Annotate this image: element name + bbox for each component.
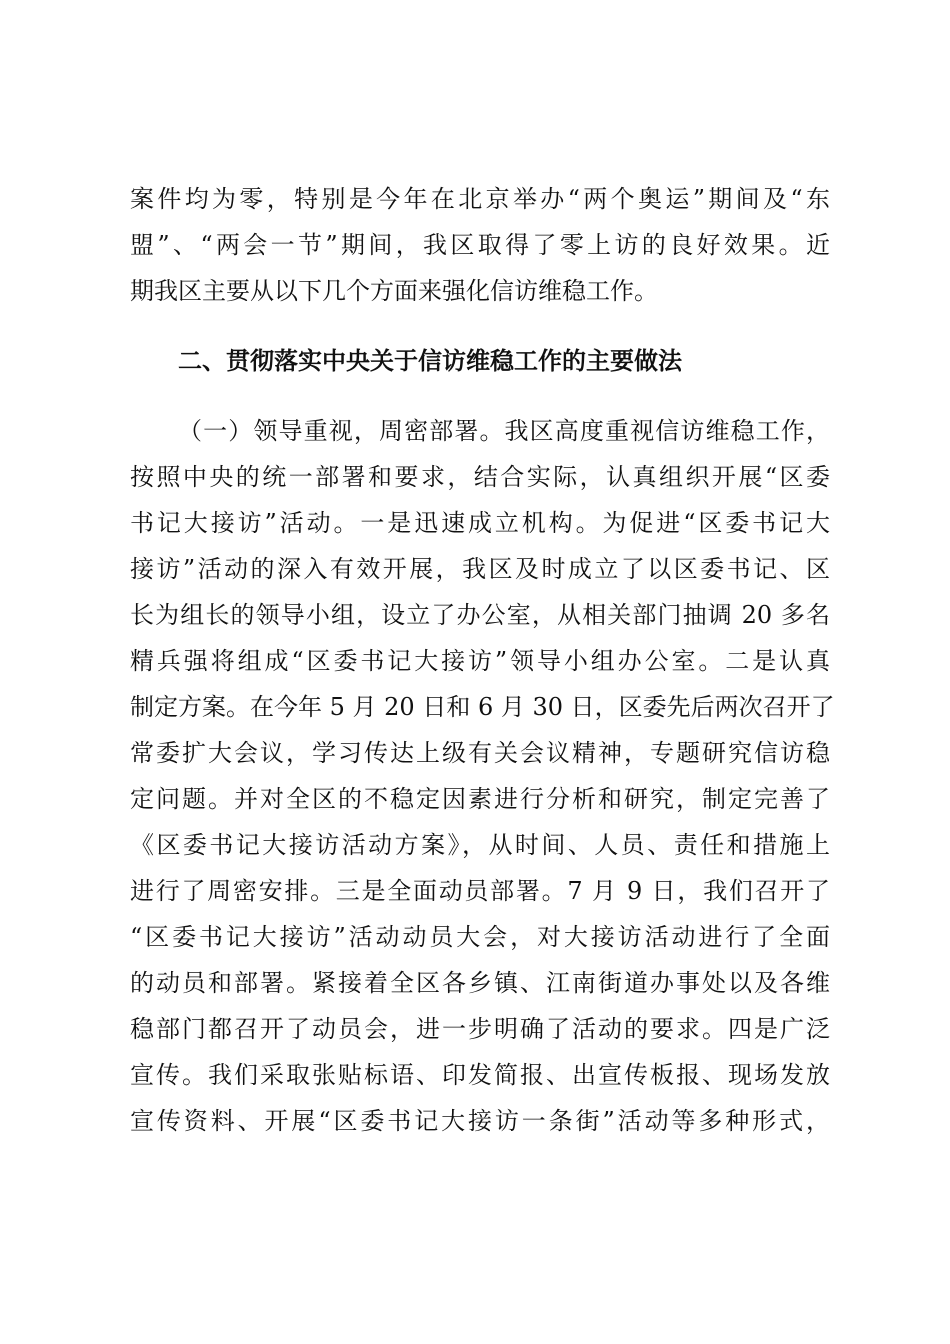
body-line-7: 制定方案。在今年 5 月 20 日和 6 月 30 日，区委先后两次召开了	[130, 693, 835, 721]
body-line-4: 接访”活动的深入有效开展，我区及时成立了以区委书记、区	[130, 555, 830, 583]
intro-line-2: 盟”、“两会一节”期间，我区取得了零上访的良好效果。近	[130, 231, 830, 259]
body-line-12: “区委书记大接访”活动动员大会，对大接访活动进行了全面	[130, 923, 830, 951]
body-line-1: （一）领导重视，周密部署。我区高度重视信访维稳工作，	[178, 417, 830, 445]
intro-line-1: 案件均为零，特别是今年在北京举办“两个奥运”期间及“东	[130, 185, 830, 213]
body-line-10: 《区委书记大接访活动方案》，从时间、人员、责任和措施上	[130, 831, 830, 859]
body-line-5: 长为组长的领导小组，设立了办公室，从相关部门抽调 20 多名	[130, 601, 830, 629]
body-line-9: 定问题。并对全区的不稳定因素进行分析和研究，制定完善了	[130, 785, 830, 813]
body-line-13: 的动员和部署。紧接着全区各乡镇、江南街道办事处以及各维	[130, 969, 830, 997]
body-line-2: 按照中央的统一部署和要求，结合实际，认真组织开展“区委	[130, 463, 830, 491]
body-line-14: 稳部门都召开了动员会，进一步明确了活动的要求。四是广泛	[130, 1015, 830, 1043]
body-line-3: 书记大接访”活动。一是迅速成立机构。为促进“区委书记大	[130, 509, 830, 537]
body-line-6: 精兵强将组成“区委书记大接访”领导小组办公室。二是认真	[130, 647, 830, 675]
intro-line-3: 期我区主要从以下几个方面来强化信访维稳工作。	[130, 277, 658, 305]
section-heading: 二、贯彻落实中央关于信访维稳工作的主要做法	[178, 347, 682, 375]
body-line-15: 宣传。我们采取张贴标语、印发简报、出宣传板报、现场发放	[130, 1061, 830, 1089]
body-line-8: 常委扩大会议，学习传达上级有关会议精神，专题研究信访稳	[130, 739, 830, 767]
body-line-16: 宣传资料、开展“区委书记大接访一条街”活动等多种形式，	[130, 1107, 830, 1135]
body-line-11: 进行了周密安排。三是全面动员部署。7 月 9 日，我们召开了	[130, 877, 830, 905]
